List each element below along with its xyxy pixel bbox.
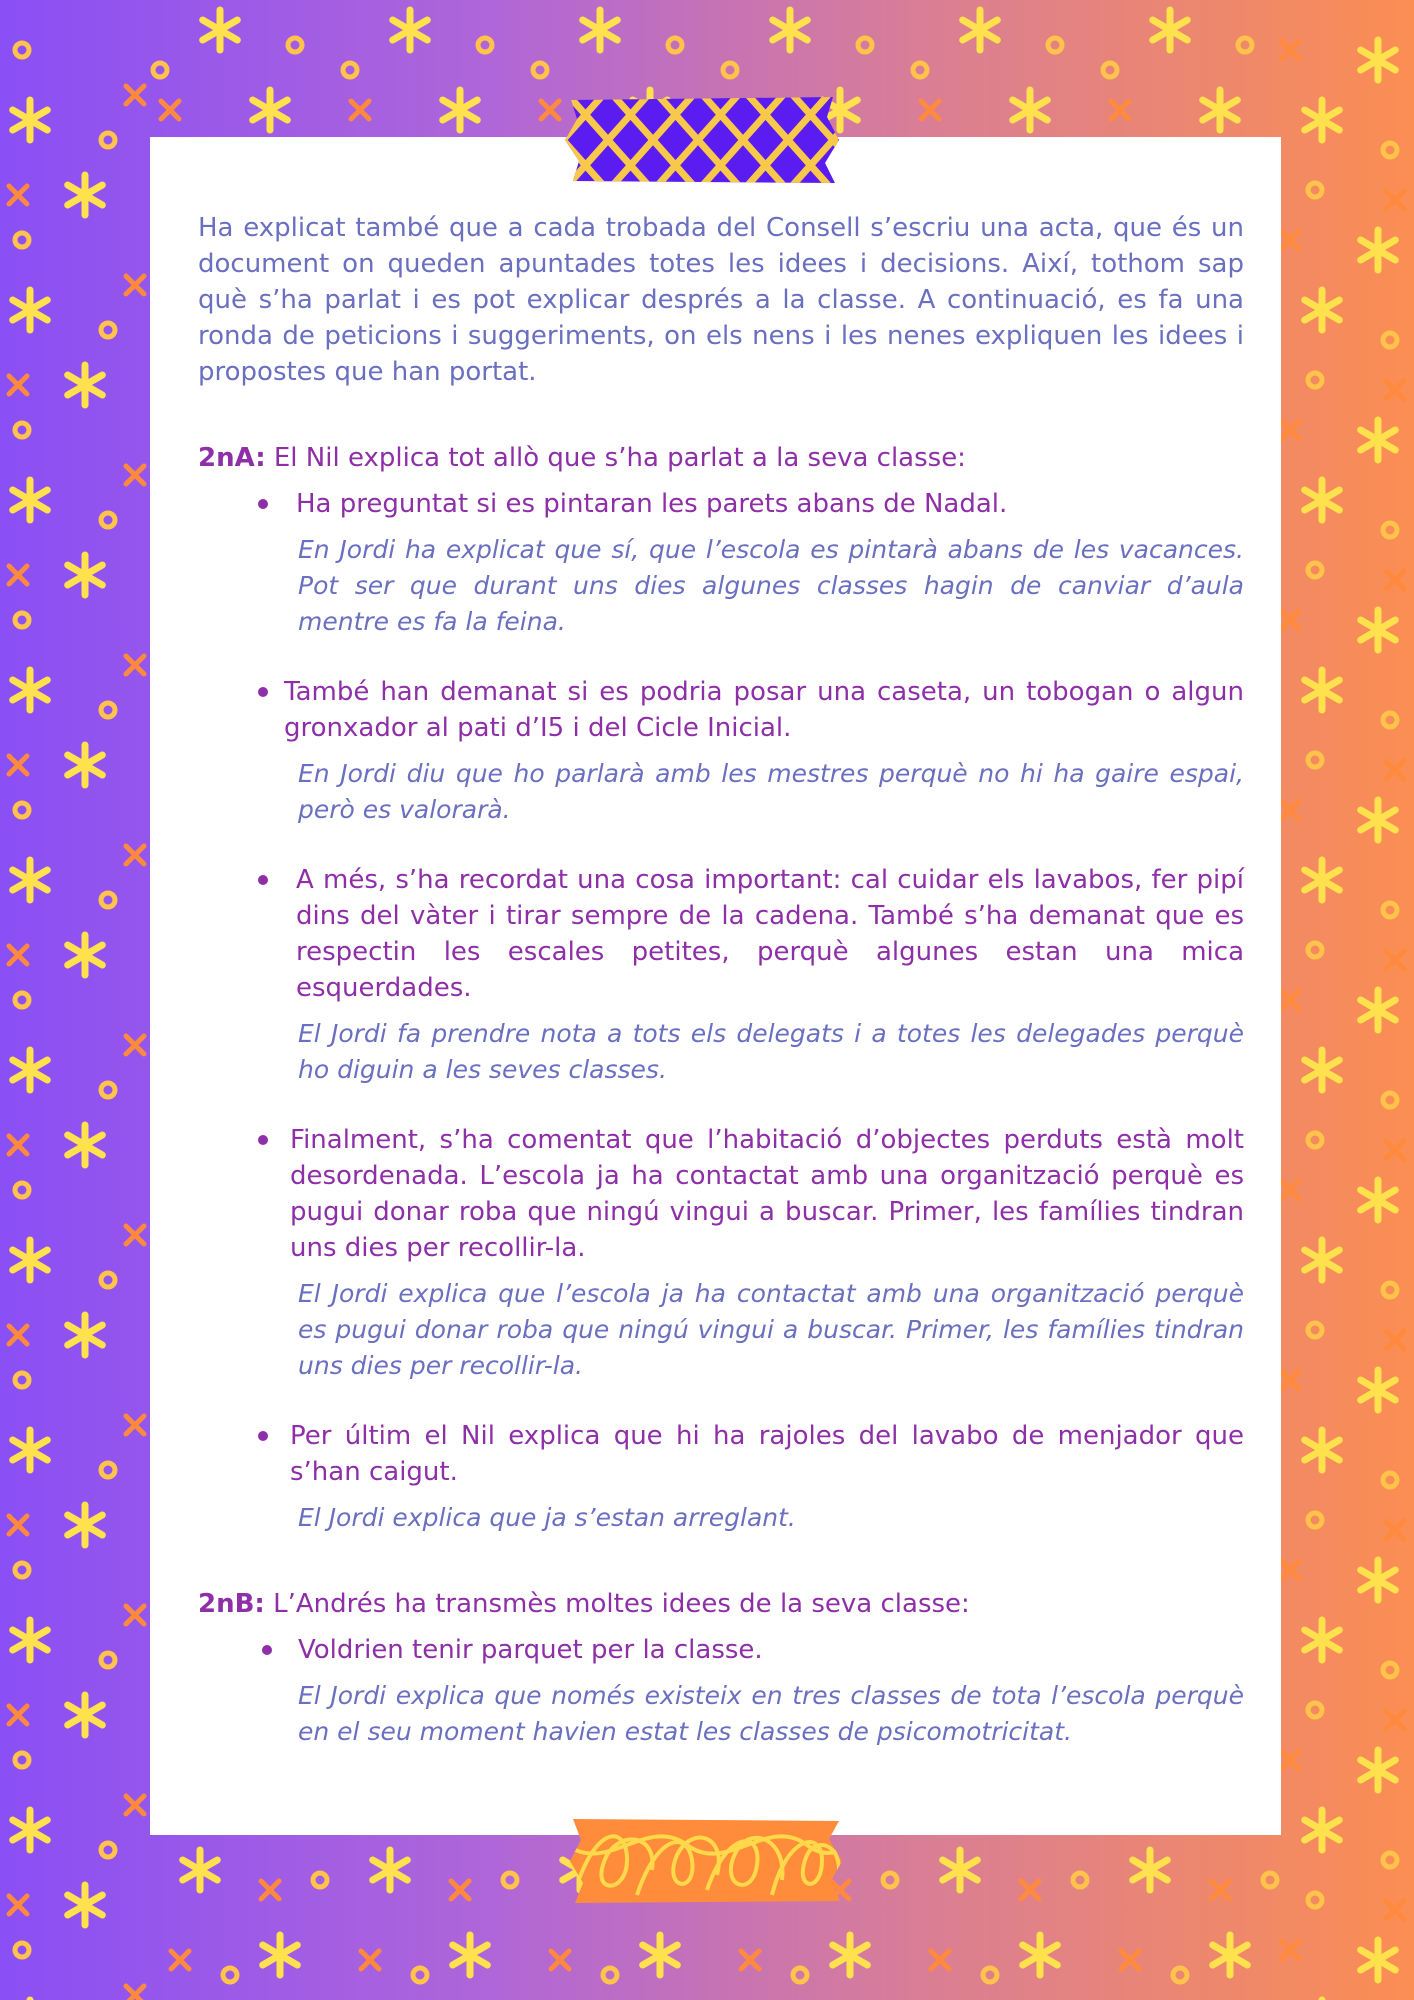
star-icon — [583, 10, 618, 50]
bullet-icon — [258, 499, 268, 509]
star-icon — [183, 1850, 218, 1890]
dot-icon — [101, 1083, 115, 1097]
cross-icon — [921, 101, 939, 119]
item-text: Finalment, s’ha comentat que l’habitació d’objectes perduts està molt desordenada. L’escola ja ha contactat amb una organització perquè es pugui donar roba que ningú vingui a buscar. Primer, les famílies tindran uns dies per recollir-la. — [290, 1122, 1244, 1266]
cross-icon — [126, 1796, 144, 1814]
star-icon — [1305, 1430, 1340, 1470]
cross-icon — [9, 946, 27, 964]
star-icon — [13, 1050, 48, 1090]
dot-icon — [413, 1968, 427, 1982]
dot-icon — [1238, 38, 1252, 52]
reply-text: El Jordi fa prendre nota a tots els delegats i a totes les delegades perquè ho diguin a les seves classes. — [298, 1019, 1244, 1084]
star-icon — [1305, 480, 1340, 520]
star-icon — [1305, 860, 1340, 900]
dot-icon — [503, 1873, 517, 1887]
star-icon — [68, 1885, 103, 1925]
cross-icon — [1281, 421, 1299, 439]
class-tag: 2nA: — [198, 443, 266, 473]
star-icon — [13, 860, 48, 900]
cross-icon — [126, 1416, 144, 1434]
dot-icon — [883, 1873, 897, 1887]
dot-icon — [1383, 143, 1397, 157]
star-icon — [1305, 1810, 1340, 1850]
dot-icon — [153, 63, 167, 77]
dot-icon — [101, 513, 115, 527]
star-icon — [943, 1850, 978, 1890]
star-icon — [1153, 10, 1188, 50]
cross-icon — [1281, 991, 1299, 1009]
dot-icon — [1383, 1473, 1397, 1487]
dot-icon — [15, 423, 29, 437]
reply-text: El Jordi explica que ja s’estan arreglant. — [298, 1503, 796, 1532]
dot-icon — [101, 1843, 115, 1857]
cross-icon — [1386, 1141, 1404, 1159]
cross-icon — [126, 466, 144, 484]
bullet-icon — [258, 1431, 268, 1441]
cross-icon — [451, 1881, 469, 1899]
star-icon — [13, 1240, 48, 1280]
star-icon — [68, 1505, 103, 1545]
cross-icon — [1386, 1521, 1404, 1539]
dot-icon — [15, 613, 29, 627]
cross-icon — [1281, 1751, 1299, 1769]
dot-icon — [1383, 713, 1397, 727]
section-heading-text: El Nil explica tot allò que s’ha parlat a la seva classe: — [265, 443, 966, 473]
dot-icon — [1308, 1893, 1322, 1907]
cross-icon — [126, 1606, 144, 1624]
star-icon — [1305, 1050, 1340, 1090]
cross-icon — [1281, 1371, 1299, 1389]
dot-icon — [15, 993, 29, 1007]
cross-icon — [1386, 1901, 1404, 1919]
star-icon — [1213, 1935, 1248, 1975]
dot-icon — [1308, 373, 1322, 387]
dot-icon — [1308, 753, 1322, 767]
star-icon — [13, 480, 48, 520]
cross-icon — [1386, 761, 1404, 779]
cross-icon — [171, 1951, 189, 1969]
star-icon — [443, 90, 478, 130]
dot-icon — [1073, 1873, 1087, 1887]
reply-text: El Jordi explica que només existeix en tres classes de tota l’escola perquè en el seu moment havien estat les classes de psicomotricitat. — [298, 1681, 1244, 1746]
cross-icon — [9, 1706, 27, 1724]
dot-icon — [15, 1943, 29, 1957]
star-icon — [1361, 1750, 1396, 1790]
cross-icon — [1281, 41, 1299, 59]
star-icon — [1305, 290, 1340, 330]
dot-icon — [1308, 183, 1322, 197]
cross-icon — [126, 1036, 144, 1054]
star-icon — [1361, 230, 1396, 270]
cross-icon — [161, 101, 179, 119]
star-icon — [68, 1125, 103, 1165]
dot-icon — [15, 1373, 29, 1387]
dot-icon — [1383, 1853, 1397, 1867]
dot-icon — [1263, 1873, 1277, 1887]
section-heading-2nb — [198, 1586, 1244, 1622]
dot-icon — [15, 1183, 29, 1197]
list-item — [198, 862, 1244, 1088]
star-icon — [1203, 90, 1238, 130]
dot-icon — [101, 133, 115, 147]
cross-icon — [551, 1951, 569, 1969]
star-icon — [963, 10, 998, 50]
cross-icon — [1281, 231, 1299, 249]
cross-icon — [1386, 1331, 1404, 1349]
cross-icon — [126, 846, 144, 864]
dot-icon — [1383, 1093, 1397, 1107]
dot-icon — [1103, 63, 1117, 77]
list-item — [198, 1418, 1244, 1536]
star-icon — [68, 745, 103, 785]
star-icon — [1361, 990, 1396, 1030]
reply-text: En Jordi diu que ho parlarà amb les mestres perquè no hi ha gaire espai, però es valorarà. — [298, 759, 1244, 824]
cross-icon — [9, 186, 27, 204]
star-icon — [393, 10, 428, 50]
cross-icon — [9, 1896, 27, 1914]
dot-icon — [1308, 563, 1322, 577]
class-tag: 2nB: — [198, 1589, 265, 1619]
star-icon — [68, 175, 103, 215]
dot-icon — [1308, 1133, 1322, 1147]
star-icon — [1305, 100, 1340, 140]
dot-icon — [1383, 333, 1397, 347]
cross-icon — [126, 1986, 144, 2000]
cross-icon — [9, 1516, 27, 1534]
cross-icon — [1386, 571, 1404, 589]
dot-icon — [1308, 1513, 1322, 1527]
dot-icon — [478, 38, 492, 52]
dot-icon — [101, 1463, 115, 1477]
star-icon — [253, 90, 288, 130]
cross-icon — [541, 101, 559, 119]
star-icon — [1361, 1940, 1396, 1980]
star-icon — [1305, 1240, 1340, 1280]
dot-icon — [668, 38, 682, 52]
star-icon — [453, 1935, 488, 1975]
dot-icon — [15, 43, 29, 57]
section-heading-text: L’Andrés ha transmès moltes idees de la seva classe: — [264, 1589, 970, 1619]
star-icon — [68, 555, 103, 595]
list-item — [198, 674, 1244, 828]
cross-icon — [1281, 1181, 1299, 1199]
star-icon — [1361, 1180, 1396, 1220]
cross-icon — [1281, 801, 1299, 819]
section-heading-2na — [198, 440, 1244, 476]
dot-icon — [101, 1653, 115, 1667]
star-icon — [1361, 1370, 1396, 1410]
cross-icon — [9, 1326, 27, 1344]
dot-icon — [15, 1753, 29, 1767]
dot-icon — [101, 703, 115, 717]
cross-icon — [931, 1951, 949, 1969]
star-icon — [1361, 420, 1396, 460]
dot-icon — [793, 1968, 807, 1982]
cross-icon — [1386, 951, 1404, 969]
star-icon — [68, 1695, 103, 1735]
dot-icon — [533, 63, 547, 77]
star-icon — [1361, 40, 1396, 80]
dot-icon — [101, 323, 115, 337]
bullet-icon — [258, 1135, 268, 1145]
dot-icon — [1383, 1283, 1397, 1297]
star-icon — [68, 935, 103, 975]
star-icon — [773, 10, 808, 50]
minutes-content — [198, 210, 1244, 1750]
dot-icon — [983, 1968, 997, 1982]
dot-icon — [1308, 1703, 1322, 1717]
star-icon — [13, 1620, 48, 1660]
dot-icon — [288, 38, 302, 52]
bullet-icon — [262, 1645, 272, 1655]
star-icon — [68, 1315, 103, 1355]
cross-icon — [126, 656, 144, 674]
dot-icon — [1308, 943, 1322, 957]
dot-icon — [101, 1273, 115, 1287]
bullet-icon — [258, 687, 268, 697]
star-icon — [13, 1430, 48, 1470]
washi-tape-bottom — [567, 1815, 844, 1905]
star-icon — [13, 290, 48, 330]
star-icon — [1361, 800, 1396, 840]
dot-icon — [1308, 1323, 1322, 1337]
list-item — [198, 486, 1244, 640]
star-icon — [13, 670, 48, 710]
dot-icon — [313, 1873, 327, 1887]
star-icon — [68, 365, 103, 405]
star-icon — [1361, 1560, 1396, 1600]
cross-icon — [126, 276, 144, 294]
star-icon — [373, 1850, 408, 1890]
star-icon — [1133, 1850, 1168, 1890]
dot-icon — [223, 1968, 237, 1982]
star-icon — [1023, 1935, 1058, 1975]
dot-icon — [15, 803, 29, 817]
dot-icon — [858, 38, 872, 52]
cross-icon — [126, 86, 144, 104]
dot-icon — [15, 233, 29, 247]
star-icon — [263, 1935, 298, 1975]
star-icon — [1361, 610, 1396, 650]
star-icon — [1305, 1620, 1340, 1660]
dot-icon — [1383, 903, 1397, 917]
washi-tape-top — [563, 95, 841, 185]
cross-icon — [1111, 101, 1129, 119]
star-icon — [13, 100, 48, 140]
star-icon — [643, 1935, 678, 1975]
bullet-icon — [258, 875, 268, 885]
cross-icon — [9, 376, 27, 394]
cross-icon — [1021, 1881, 1039, 1899]
reply-text: El Jordi explica que l’escola ja ha contactat amb una organització perquè es pugui donar roba que ningú vingui a buscar. Primer, les famílies tindran uns dies per recollir-la. — [298, 1279, 1244, 1380]
dot-icon — [1383, 1663, 1397, 1677]
list-item — [198, 1122, 1244, 1384]
dot-icon — [723, 63, 737, 77]
cross-icon — [1386, 191, 1404, 209]
dot-icon — [1383, 523, 1397, 537]
dot-icon — [343, 63, 357, 77]
cross-icon — [1211, 1881, 1229, 1899]
dot-icon — [1048, 38, 1062, 52]
star-icon — [833, 1935, 868, 1975]
cross-icon — [126, 1226, 144, 1244]
cross-icon — [9, 756, 27, 774]
reply-text: En Jordi ha explicat que sí, que l’escola es pintarà abans de les vacances. Pot ser que durant uns dies algunes classes hagin de canviar d’aula mentre es fa la feina. — [298, 535, 1244, 636]
cross-icon — [1281, 611, 1299, 629]
dot-icon — [913, 63, 927, 77]
cross-icon — [1121, 1951, 1139, 1969]
star-icon — [1013, 90, 1048, 130]
star-icon — [203, 10, 238, 50]
dot-icon — [15, 1563, 29, 1577]
cross-icon — [9, 566, 27, 584]
star-icon — [1305, 670, 1340, 710]
dot-icon — [1173, 1968, 1187, 1982]
cross-icon — [261, 1881, 279, 1899]
item-text: Voldrien tenir parquet per la classe. — [298, 1632, 1244, 1668]
intro-paragraph: Ha explicat també que a cada trobada del Consell s’escriu una acta, que és un document on queden apuntades totes les idees i decisions. Així, tothom sap què s’ha parlat i es pot explicar després a la classe. A continuació, es fa una ronda de peticions i suggeriments, on els nens i les nenes expliquen les idees i propostes que han portat. — [198, 213, 1244, 387]
list-item — [198, 1632, 1244, 1750]
cross-icon — [361, 1951, 379, 1969]
cross-icon — [351, 101, 369, 119]
item-text: Ha preguntat si es pintaran les parets abans de Nadal. — [296, 486, 1244, 522]
cross-icon — [1386, 1711, 1404, 1729]
cross-icon — [741, 1951, 759, 1969]
item-text: Per últim el Nil explica que hi ha rajoles del lavabo de menjador que s’han caigut. — [290, 1418, 1244, 1490]
cross-icon — [1281, 1561, 1299, 1579]
dot-icon — [101, 893, 115, 907]
dot-icon — [603, 1968, 617, 1982]
cross-icon — [1386, 381, 1404, 399]
item-text: A més, s’ha recordat una cosa important: cal cuidar els lavabos, fer pipí dins del vàter i tirar sempre de la cadena. També s’ha demanat que es respectin les escales petites, perquè algunes estan una mica esquerdades. — [296, 862, 1244, 1006]
cross-icon — [1281, 1941, 1299, 1959]
item-text: També han demanat si es podria posar una caseta, un tobogan o algun gronxador al pati d’I5 i del Cicle Inicial. — [284, 674, 1244, 746]
star-icon — [13, 1810, 48, 1850]
cross-icon — [9, 1136, 27, 1154]
